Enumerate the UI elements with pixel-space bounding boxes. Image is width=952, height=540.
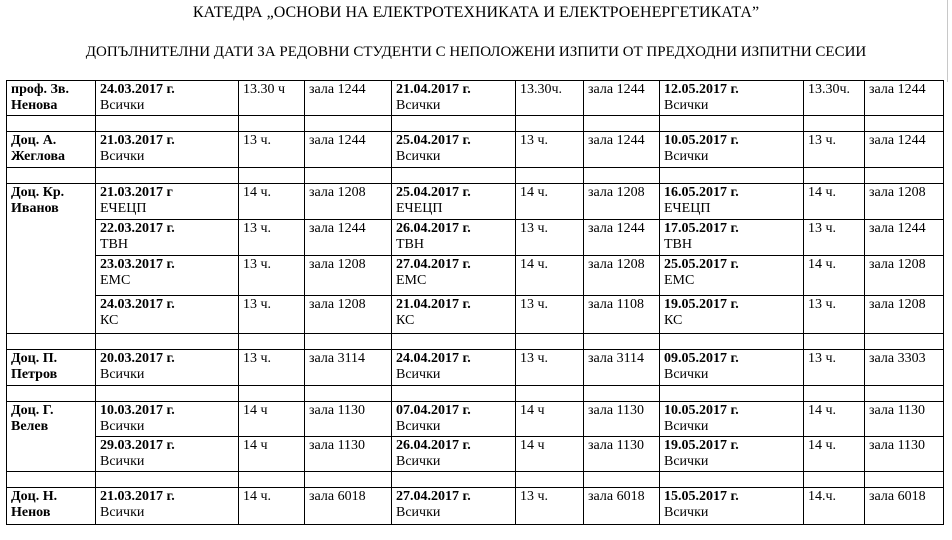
empty-cell bbox=[7, 386, 96, 402]
spacer-row bbox=[7, 116, 944, 132]
empty-cell bbox=[584, 168, 660, 184]
student-group: Всички bbox=[100, 419, 145, 434]
exam-room: зала 1244 bbox=[865, 81, 944, 116]
exam-date-group-cell bbox=[660, 488, 804, 525]
exam-date-group-cell bbox=[392, 256, 516, 296]
exam-row bbox=[7, 184, 944, 220]
exam-date-group-cell bbox=[392, 402, 516, 437]
exam-date-group-cell bbox=[660, 350, 804, 386]
exam-room: зала 1244 bbox=[865, 132, 944, 168]
empty-cell bbox=[392, 168, 516, 184]
teacher-name: Доц. Кр. Иванов bbox=[7, 184, 96, 334]
exam-time: 13 ч. bbox=[516, 220, 584, 256]
empty-cell bbox=[865, 386, 944, 402]
student-group: Всички bbox=[396, 505, 441, 520]
exam-time: 13 ч. bbox=[239, 296, 305, 334]
exam-date: 21.03.2017 г bbox=[100, 185, 173, 200]
exam-date: 07.04.2017 г. bbox=[396, 403, 471, 418]
student-group: Всички bbox=[100, 454, 145, 469]
empty-cell bbox=[804, 168, 865, 184]
empty-cell bbox=[516, 168, 584, 184]
empty-cell bbox=[584, 116, 660, 132]
exam-room: зала 3114 bbox=[305, 350, 392, 386]
exam-date: 19.05.2017 г. bbox=[664, 438, 739, 453]
student-group: Всички bbox=[396, 454, 441, 469]
exam-date: 15.05.2017 г. bbox=[664, 489, 739, 504]
exam-date: 20.03.2017 г. bbox=[100, 351, 175, 366]
exam-date: 10.05.2017 г. bbox=[664, 403, 739, 418]
exam-time: 14 ч. bbox=[516, 256, 584, 296]
empty-cell bbox=[660, 116, 804, 132]
student-group: Всички bbox=[100, 149, 145, 164]
exam-room: зала 1208 bbox=[305, 184, 392, 220]
exam-date: 27.04.2017 г. bbox=[396, 257, 471, 272]
student-group: ЕЧЕЦП bbox=[396, 201, 443, 216]
exam-time: 13 ч. bbox=[516, 296, 584, 334]
empty-cell bbox=[7, 168, 96, 184]
empty-cell bbox=[305, 472, 392, 488]
exam-date-group-cell bbox=[660, 81, 804, 116]
empty-cell bbox=[584, 334, 660, 350]
empty-cell bbox=[516, 116, 584, 132]
exam-time: 13 ч. bbox=[516, 488, 584, 525]
exam-date: 19.05.2017 г. bbox=[664, 297, 739, 312]
empty-cell bbox=[96, 334, 239, 350]
exam-time: 14 ч bbox=[516, 402, 584, 437]
student-group: Всички bbox=[396, 149, 441, 164]
exam-time: 14 ч bbox=[516, 437, 584, 472]
student-group: ЕЧЕЦП bbox=[664, 201, 711, 216]
document-subtitle: ДОПЪЛНИТЕЛНИ ДАТИ ЗА РЕДОВНИ СТУДЕНТИ С НЕПОЛОЖЕНИ ИЗПИТИ ОТ ПРЕДХОДНИ ИЗПИТНИ СЕСИИ bbox=[85, 44, 867, 60]
exam-room: зала 1244 bbox=[865, 220, 944, 256]
exam-date: 23.03.2017 г. bbox=[100, 257, 175, 272]
empty-cell bbox=[305, 116, 392, 132]
teacher-name: Доц. А. Жеглова bbox=[7, 132, 96, 168]
exam-room: зала 1244 bbox=[584, 132, 660, 168]
empty-cell bbox=[305, 334, 392, 350]
spacer-row bbox=[7, 472, 944, 488]
exam-time: 13 ч. bbox=[804, 296, 865, 334]
exam-date-group-cell bbox=[96, 402, 239, 437]
student-group: Всички bbox=[100, 367, 145, 382]
empty-cell bbox=[392, 386, 516, 402]
exam-date-group-cell bbox=[392, 350, 516, 386]
exam-time: 13.30ч. bbox=[804, 81, 865, 116]
empty-cell bbox=[804, 472, 865, 488]
empty-cell bbox=[7, 334, 96, 350]
empty-cell bbox=[305, 386, 392, 402]
exam-date: 25.04.2017 г. bbox=[396, 185, 471, 200]
empty-cell bbox=[865, 334, 944, 350]
empty-cell bbox=[239, 472, 305, 488]
exam-date-group-cell bbox=[392, 184, 516, 220]
empty-cell bbox=[804, 386, 865, 402]
exam-date: 17.05.2017 г. bbox=[664, 221, 739, 236]
exam-date-group-cell bbox=[96, 220, 239, 256]
exam-date-group-cell bbox=[96, 296, 239, 334]
student-group: Всички bbox=[664, 98, 709, 113]
student-group: ТВН bbox=[100, 237, 128, 252]
exam-date-group-cell bbox=[660, 184, 804, 220]
exam-time: 13 ч. bbox=[239, 256, 305, 296]
exam-room: зала 1130 bbox=[865, 437, 944, 472]
exam-schedule-table bbox=[6, 80, 944, 525]
exam-date: 09.05.2017 г. bbox=[664, 351, 739, 366]
student-group: Всички bbox=[664, 419, 709, 434]
student-group: ЕЧЕЦП bbox=[100, 201, 147, 216]
exam-row bbox=[7, 132, 944, 168]
teacher-name: проф. Зв. Ненова bbox=[7, 81, 96, 116]
exam-room: зала 1208 bbox=[865, 256, 944, 296]
exam-date: 22.03.2017 г. bbox=[100, 221, 175, 236]
exam-room: зала 1244 bbox=[584, 220, 660, 256]
exam-time: 14 ч. bbox=[239, 184, 305, 220]
empty-cell bbox=[96, 116, 239, 132]
exam-time: 13 ч. bbox=[516, 132, 584, 168]
exam-date-group-cell bbox=[392, 132, 516, 168]
exam-date: 24.03.2017 г. bbox=[100, 297, 175, 312]
exam-date: 26.04.2017 г. bbox=[396, 221, 471, 236]
exam-date: 10.05.2017 г. bbox=[664, 133, 739, 148]
exam-room: зала 6018 bbox=[865, 488, 944, 525]
exam-date: 27.04.2017 г. bbox=[396, 489, 471, 504]
empty-cell bbox=[239, 168, 305, 184]
student-group: ЕМС bbox=[396, 273, 427, 288]
exam-date-group-cell bbox=[96, 184, 239, 220]
exam-room: зала 1130 bbox=[305, 402, 392, 437]
exam-row bbox=[7, 256, 944, 296]
exam-room: зала 1130 bbox=[584, 402, 660, 437]
exam-room: зала 1130 bbox=[305, 437, 392, 472]
exam-room: зала 3114 bbox=[584, 350, 660, 386]
empty-cell bbox=[516, 386, 584, 402]
student-group: Всички bbox=[664, 367, 709, 382]
student-group: ТВН bbox=[664, 237, 692, 252]
exam-date: 26.04.2017 г. bbox=[396, 438, 471, 453]
student-group: Всички bbox=[396, 367, 441, 382]
student-group: КС bbox=[396, 313, 415, 328]
exam-schedule-body bbox=[7, 81, 944, 525]
exam-date-group-cell bbox=[660, 402, 804, 437]
student-group: КС bbox=[100, 313, 119, 328]
empty-cell bbox=[392, 116, 516, 132]
student-group: Всички bbox=[396, 419, 441, 434]
student-group: Всички bbox=[664, 454, 709, 469]
exam-date: 10.03.2017 г. bbox=[100, 403, 175, 418]
exam-row bbox=[7, 220, 944, 256]
exam-date-group-cell bbox=[392, 437, 516, 472]
empty-cell bbox=[660, 334, 804, 350]
exam-room: зала 1208 bbox=[865, 184, 944, 220]
exam-room: зала 1244 bbox=[305, 132, 392, 168]
exam-date-group-cell bbox=[660, 296, 804, 334]
exam-time: 14 ч. bbox=[239, 488, 305, 525]
student-group: ЕМС bbox=[664, 273, 695, 288]
exam-row bbox=[7, 402, 944, 437]
exam-room: зала 1244 bbox=[584, 81, 660, 116]
exam-date-group-cell bbox=[660, 256, 804, 296]
student-group: Всички bbox=[396, 98, 441, 113]
empty-cell bbox=[96, 472, 239, 488]
exam-time: 14 ч. bbox=[804, 402, 865, 437]
exam-time: 14 ч bbox=[239, 437, 305, 472]
spacer-row bbox=[7, 168, 944, 184]
exam-time: 14 ч. bbox=[516, 184, 584, 220]
empty-cell bbox=[516, 472, 584, 488]
exam-date-group-cell bbox=[392, 488, 516, 525]
exam-date: 21.04.2017 г. bbox=[396, 297, 471, 312]
exam-time: 14.ч. bbox=[804, 488, 865, 525]
empty-cell bbox=[239, 116, 305, 132]
empty-cell bbox=[660, 472, 804, 488]
exam-room: зала 6018 bbox=[584, 488, 660, 525]
teacher-name: Доц. Н. Ненов bbox=[7, 488, 96, 525]
exam-date: 25.04.2017 г. bbox=[396, 133, 471, 148]
exam-date-group-cell bbox=[660, 437, 804, 472]
empty-cell bbox=[7, 472, 96, 488]
exam-row bbox=[7, 350, 944, 386]
exam-date-group-cell bbox=[660, 220, 804, 256]
exam-date-group-cell bbox=[96, 488, 239, 525]
empty-cell bbox=[239, 386, 305, 402]
exam-date-group-cell bbox=[392, 296, 516, 334]
department-title: КАТЕДРА „ОСНОВИ НА ЕЛЕКТРОТЕХНИКАТА И ЕЛЕКТРОЕНЕРГЕТИКАТА” bbox=[192, 4, 760, 21]
student-group: Всички bbox=[664, 149, 709, 164]
exam-room: зала 1108 bbox=[584, 296, 660, 334]
exam-time: 13 ч. bbox=[239, 132, 305, 168]
empty-cell bbox=[660, 386, 804, 402]
teacher-name: Доц. Г. Велев bbox=[7, 402, 96, 472]
student-group: Всички bbox=[100, 505, 145, 520]
exam-room: зала 3303 bbox=[865, 350, 944, 386]
exam-time: 13 ч. bbox=[804, 132, 865, 168]
exam-date: 21.04.2017 г. bbox=[396, 82, 471, 97]
exam-room: зала 1244 bbox=[305, 81, 392, 116]
exam-time: 13 ч. bbox=[239, 220, 305, 256]
exam-row bbox=[7, 296, 944, 334]
exam-room: зала 1208 bbox=[305, 296, 392, 334]
exam-date: 21.03.2017 г. bbox=[100, 489, 175, 504]
spacer-row bbox=[7, 334, 944, 350]
student-group: КС bbox=[664, 313, 683, 328]
exam-date-group-cell bbox=[392, 81, 516, 116]
exam-room: зала 1208 bbox=[305, 256, 392, 296]
empty-cell bbox=[865, 168, 944, 184]
exam-room: зала 1208 bbox=[865, 296, 944, 334]
spacer-row bbox=[7, 386, 944, 402]
student-group: Всички bbox=[100, 98, 145, 113]
exam-date: 21.03.2017 г. bbox=[100, 133, 175, 148]
exam-time: 14 ч bbox=[239, 402, 305, 437]
empty-cell bbox=[516, 334, 584, 350]
empty-cell bbox=[392, 472, 516, 488]
exam-room: зала 1130 bbox=[584, 437, 660, 472]
exam-room: зала 1208 bbox=[584, 256, 660, 296]
exam-time: 13.30 ч bbox=[239, 81, 305, 116]
empty-cell bbox=[239, 334, 305, 350]
empty-cell bbox=[660, 168, 804, 184]
exam-date: 16.05.2017 г. bbox=[664, 185, 739, 200]
exam-room: зала 1244 bbox=[305, 220, 392, 256]
teacher-name: Доц. П. Петров bbox=[7, 350, 96, 386]
exam-row bbox=[7, 81, 944, 116]
empty-cell bbox=[865, 116, 944, 132]
exam-date-group-cell bbox=[96, 350, 239, 386]
exam-date-group-cell bbox=[660, 132, 804, 168]
exam-date-group-cell bbox=[392, 220, 516, 256]
exam-room: зала 6018 bbox=[305, 488, 392, 525]
empty-cell bbox=[804, 116, 865, 132]
exam-room: зала 1208 bbox=[584, 184, 660, 220]
exam-date: 25.05.2017 г. bbox=[664, 257, 739, 272]
exam-date-group-cell bbox=[96, 437, 239, 472]
exam-row bbox=[7, 437, 944, 472]
empty-cell bbox=[584, 386, 660, 402]
exam-time: 14 ч. bbox=[804, 437, 865, 472]
student-group: ТВН bbox=[396, 237, 424, 252]
exam-date: 24.03.2017 г. bbox=[100, 82, 175, 97]
exam-date-group-cell bbox=[96, 132, 239, 168]
empty-cell bbox=[7, 116, 96, 132]
exam-time: 13 ч. bbox=[804, 350, 865, 386]
empty-cell bbox=[96, 386, 239, 402]
student-group: Всички bbox=[664, 505, 709, 520]
exam-time: 13 ч. bbox=[804, 220, 865, 256]
exam-time: 13 ч. bbox=[239, 350, 305, 386]
empty-cell bbox=[392, 334, 516, 350]
exam-date-group-cell bbox=[96, 256, 239, 296]
student-group: ЕМС bbox=[100, 273, 131, 288]
exam-date: 29.03.2017 г. bbox=[100, 438, 175, 453]
empty-cell bbox=[96, 168, 239, 184]
empty-cell bbox=[305, 168, 392, 184]
empty-cell bbox=[804, 334, 865, 350]
exam-time: 14 ч. bbox=[804, 184, 865, 220]
empty-cell bbox=[865, 472, 944, 488]
exam-time: 13.30ч. bbox=[516, 81, 584, 116]
exam-date: 12.05.2017 г. bbox=[664, 82, 739, 97]
exam-row bbox=[7, 488, 944, 525]
exam-room: зала 1130 bbox=[865, 402, 944, 437]
exam-date: 24.04.2017 г. bbox=[396, 351, 471, 366]
exam-time: 14 ч. bbox=[804, 256, 865, 296]
empty-cell bbox=[584, 472, 660, 488]
exam-time: 13 ч. bbox=[516, 350, 584, 386]
exam-date-group-cell bbox=[96, 81, 239, 116]
